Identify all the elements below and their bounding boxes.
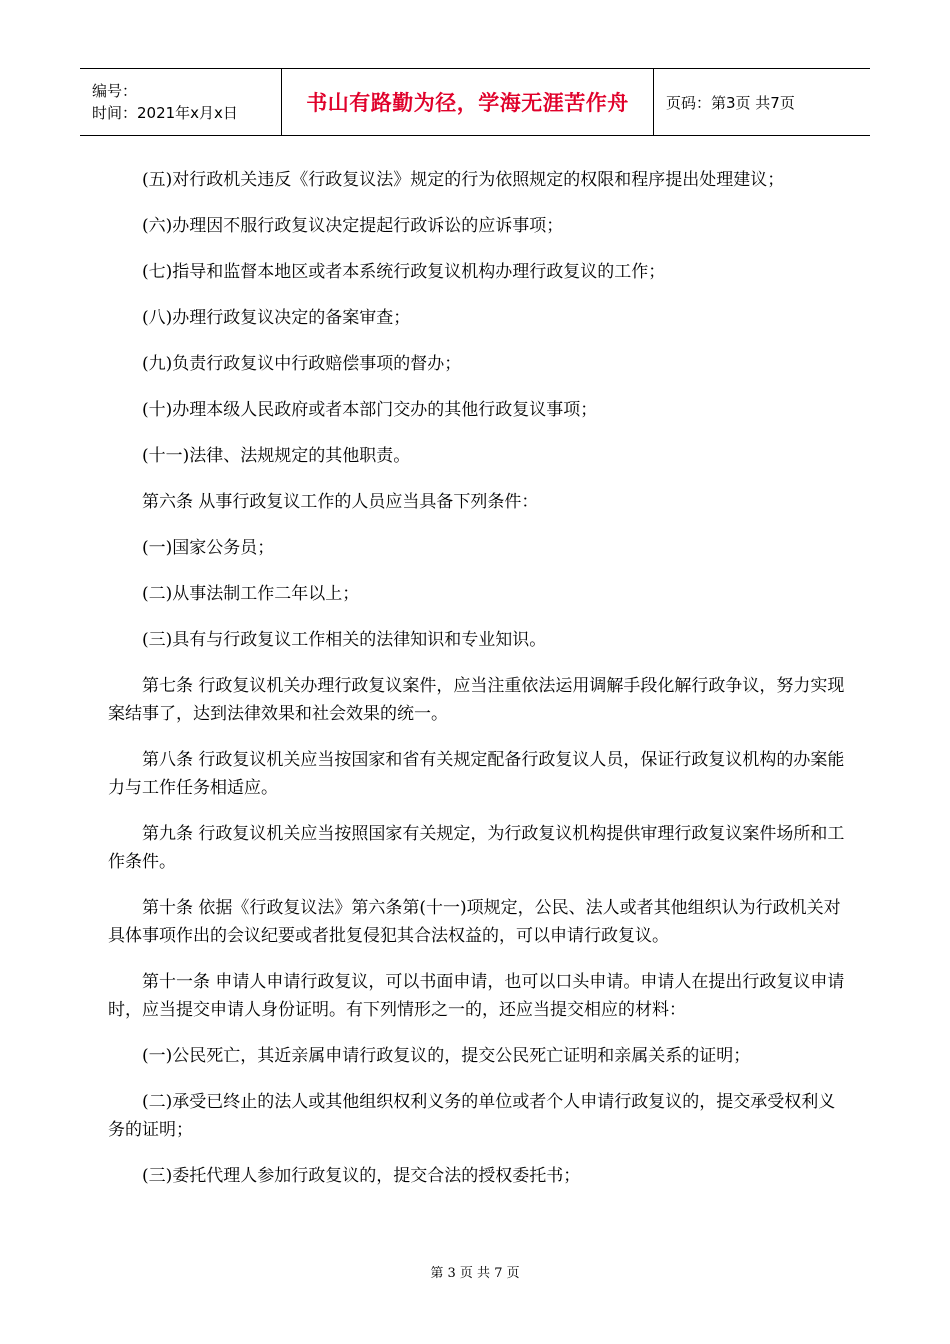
paragraph: (十)办理本级人民政府或者本部门交办的其他行政复议事项； [142, 400, 598, 420]
paragraph: (二)从事法制工作二年以上； [142, 584, 360, 604]
header-page-info: 页码：第3页 共7页 [666, 93, 795, 112]
paragraph: (二)承受已终止的法人或其他组织权利义务的单位或者个人申请行政复议的，提交承受权利义务的证明； [108, 1092, 836, 1140]
paragraph: (三)具有与行政复议工作相关的法律知识和专业知识。 [142, 630, 547, 650]
paragraph: 第六条 从事行政复议工作的人员应当具备下列条件： [142, 492, 539, 512]
paragraph: (一)公民死亡，其近亲属申请行政复议的，提交公民死亡证明和亲属关系的证明； [142, 1046, 751, 1066]
header-meta [80, 69, 282, 135]
paragraph: 第十条 依据《行政复议法》第六条第(十一)项规定，公民、法人或者其他组织认为行政机关对具体事项作出的会议纪要或者批复侵犯其合法权益的，可以申请行政复议。 [108, 898, 841, 946]
paragraph: (五)对行政机关违反《行政复议法》规定的行为依照规定的权限和程序提出处理建议； [142, 170, 785, 190]
page-footer [0, 1262, 950, 1281]
paragraph: (三)委托代理人参加行政复议的，提交合法的授权委托书； [142, 1166, 581, 1186]
document-time-label: 时间：2021年x月x日 [92, 104, 238, 122]
paragraph: 第七条 行政复议机关办理行政复议案件，应当注重依法运用调解手段化解行政争议，努力实现案结事了，达到法律效果和社会效果的统一。 [108, 676, 845, 724]
paragraph: (七)指导和监督本地区或者本系统行政复议机构办理行政复议的工作； [142, 262, 666, 282]
paragraph: (九)负责行政复议中行政赔偿事项的督办； [142, 354, 462, 374]
paragraph: (八)办理行政复议决定的备案审查； [142, 308, 411, 328]
header-page-cell [654, 69, 870, 135]
paragraph: (六)办理因不服行政复议决定提起行政诉讼的应诉事项； [142, 216, 564, 236]
document-body [108, 166, 846, 1190]
header-motto-cell [282, 69, 654, 135]
paragraph: 第九条 行政复议机关应当按照国家有关规定，为行政复议机构提供审理行政复议案件场所和工作条件。 [108, 824, 845, 872]
paragraph: (一)国家公务员； [142, 538, 275, 558]
paragraph: (十一)法律、法规规定的其他职责。 [142, 446, 411, 466]
document-number-label: 编号： [92, 82, 138, 100]
page-header [80, 68, 870, 136]
header-motto: 书山有路勤为径，学海无涯苦作舟 [306, 91, 629, 115]
paragraph: 第十一条 申请人申请行政复议，可以书面申请，也可以口头申请。申请人在提出行政复议申请时，应当提交申请人身份证明。有下列情形之一的，还应当提交相应的材料： [108, 972, 845, 1020]
footer-page-number: 第 3 页 共 7 页 [430, 1266, 520, 1281]
paragraph: 第八条 行政复议机关应当按国家和省有关规定配备行政复议人员，保证行政复议机构的办案能力与工作任务相适应。 [108, 750, 845, 798]
